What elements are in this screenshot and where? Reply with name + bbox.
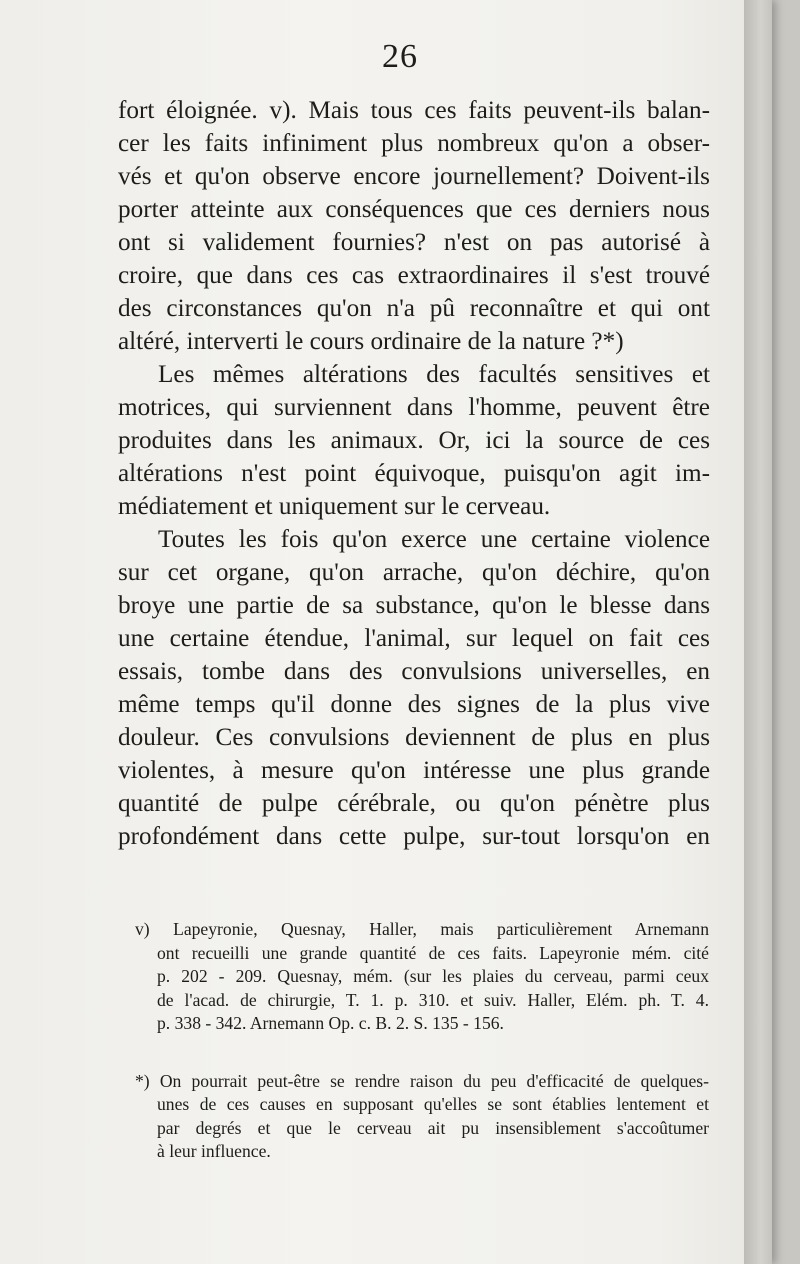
text-line: profondément dans cette pulpe, sur-tout lorsqu'on en [118, 823, 710, 850]
text-line: porter atteinte aux conséquences que ces derniers nous [118, 196, 710, 223]
footnote-line: à leur influence. [157, 1141, 271, 1161]
text-line: ont si validement fournies? n'est on pas autorisé à [118, 229, 710, 256]
text-line: essais, tombe dans des convulsions universelles, en [118, 658, 710, 685]
text-line: cer les faits infiniment plus nombreux qu'on a obser- [118, 130, 710, 157]
footnote-line: *) On pourrait peut-être se rendre raison du peu d'efficacité de quelques- [135, 1070, 709, 1091]
text-line: Les mêmes altérations des facultés sensitives et [158, 361, 710, 388]
footnote-line: p. 202 - 209. Quesnay, mém. (sur les plaies du cerveau, parmi ceux [157, 966, 709, 986]
text-line: une certaine étendue, l'animal, sur lequel on fait ces [118, 625, 710, 652]
text-line: vés et qu'on observe encore journellement? Doivent-ils [118, 163, 710, 190]
footnote-line: par degrés et que le cerveau ait pu insensiblement s'accoûtumer [157, 1117, 709, 1138]
text-line: sur cet organe, qu'on arrache, qu'on déchire, qu'on [118, 559, 710, 586]
text-line: des circonstances qu'on n'a pû reconnaître et qui ont [118, 295, 710, 322]
footnote-line: de l'acad. de chirurgie, T. 1. p. 310. et suiv. Haller, Elém. ph. T. 4. [157, 989, 709, 1010]
footnote-star [135, 1070, 709, 1164]
text-line: broye une partie de sa substance, qu'on le blesse dans [118, 592, 710, 619]
text-line: violentes, à mesure qu'on intéresse une plus grande [118, 757, 710, 784]
footnote-line: v) Lapeyronie, Quesnay, Haller, mais particulièrement Arnemann [135, 919, 709, 939]
page-edge [744, 0, 772, 1264]
text-line: médiatement et uniquement sur le cerveau. [118, 493, 551, 520]
text-line: quantité de pulpe cérébrale, ou qu'on pénètre plus [118, 790, 710, 817]
text-line: altéré, interverti le cours ordinaire de la nature ?*) [118, 328, 624, 355]
text-line: croire, que dans ces cas extraordinaires il s'est trouvé [118, 262, 710, 289]
text-line: douleur. Ces convulsions deviennent de plus en plus [118, 724, 710, 751]
footnotes [135, 918, 709, 1164]
text-line: altérations n'est point équivoque, puisqu'on agit im- [118, 460, 710, 487]
page-number: 26 [382, 38, 418, 75]
text-line: fort éloignée. v). Mais tous ces faits peuvent-ils balan- [118, 97, 710, 124]
footnote-line: unes de ces causes en supposant qu'elles se sont établies lentement et [157, 1094, 709, 1114]
text-line: même temps qu'il donne des signes de la plus vive [118, 691, 710, 718]
text-line: Toutes les fois qu'on exerce une certaine violence [158, 526, 710, 553]
footnote-v [135, 918, 709, 1036]
text-line: motrices, qui surviennent dans l'homme, peuvent être [118, 394, 710, 421]
text-line: produites dans les animaux. Or, ici la source de ces [118, 427, 710, 454]
main-text [118, 94, 710, 853]
footnote-line: ont recueilli une grande quantité de ces faits. Lapeyronie mém. cité [157, 942, 709, 963]
footnote-line: p. 338 - 342. Arnemann Op. c. B. 2. S. 135 - 156. [157, 1013, 504, 1033]
